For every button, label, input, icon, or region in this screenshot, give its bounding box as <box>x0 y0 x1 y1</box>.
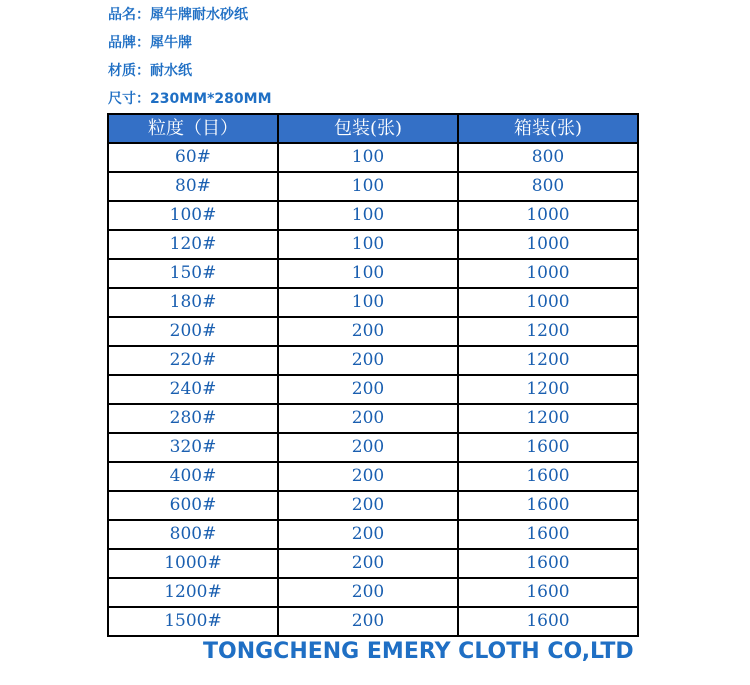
grit-cell: 80# <box>109 173 279 202</box>
box-cell: 1600 <box>459 521 639 550</box>
box-cell: 1200 <box>459 318 639 347</box>
pack-cell: 200 <box>279 376 459 405</box>
header-box: 箱装(张) <box>459 115 639 144</box>
box-cell: 1200 <box>459 376 639 405</box>
box-cell: 1600 <box>459 608 639 637</box>
table-row <box>109 231 639 260</box>
grit-cell: 280# <box>109 405 279 434</box>
pack-cell: 100 <box>279 260 459 289</box>
table-row <box>109 550 639 579</box>
table-row <box>109 579 639 608</box>
box-cell: 1600 <box>459 492 639 521</box>
pack-cell: 200 <box>279 434 459 463</box>
box-cell: 1600 <box>459 463 639 492</box>
grit-cell: 320# <box>109 434 279 463</box>
box-cell: 800 <box>459 173 639 202</box>
grit-cell: 150# <box>109 260 279 289</box>
product-name-line <box>108 6 248 24</box>
grit-cell: 120# <box>109 231 279 260</box>
pack-cell: 200 <box>279 347 459 376</box>
pack-cell: 200 <box>279 608 459 637</box>
grit-cell: 1000# <box>109 550 279 579</box>
material-value: 耐水纸 <box>150 63 192 79</box>
box-cell: 1000 <box>459 231 639 260</box>
table-row <box>109 289 639 318</box>
product-name-value: 犀牛牌耐水砂纸 <box>150 7 248 23</box>
box-cell: 1000 <box>459 202 639 231</box>
brand-value: 犀牛牌 <box>150 35 192 51</box>
company-name: TONGCHENG EMERY CLOTH CO,LTD <box>203 639 634 664</box>
table-row <box>109 173 639 202</box>
product-name-label: 品名： <box>108 7 150 23</box>
pack-cell: 200 <box>279 550 459 579</box>
pack-cell: 100 <box>279 202 459 231</box>
box-cell: 1200 <box>459 347 639 376</box>
grit-cell: 600# <box>109 492 279 521</box>
size-line <box>108 90 272 108</box>
pack-cell: 200 <box>279 318 459 347</box>
pack-cell: 100 <box>279 173 459 202</box>
grit-cell: 1200# <box>109 579 279 608</box>
pack-cell: 100 <box>279 231 459 260</box>
pack-cell: 200 <box>279 521 459 550</box>
table-header-row <box>109 115 639 144</box>
table-row <box>109 376 639 405</box>
table-row <box>109 492 639 521</box>
box-cell: 1600 <box>459 550 639 579</box>
header-grit: 粒度（目） <box>109 115 279 144</box>
spec-table <box>107 113 639 637</box>
grit-cell: 800# <box>109 521 279 550</box>
pack-cell: 200 <box>279 492 459 521</box>
grit-cell: 1500# <box>109 608 279 637</box>
table-row <box>109 608 639 637</box>
box-cell: 1600 <box>459 434 639 463</box>
material-line <box>108 62 192 80</box>
grit-cell: 180# <box>109 289 279 318</box>
material-label: 材质： <box>108 63 150 79</box>
box-cell: 1200 <box>459 405 639 434</box>
table-row <box>109 521 639 550</box>
box-cell: 1000 <box>459 260 639 289</box>
table-row <box>109 144 639 173</box>
pack-cell: 100 <box>279 144 459 173</box>
grit-cell: 100# <box>109 202 279 231</box>
pack-cell: 200 <box>279 579 459 608</box>
grit-cell: 240# <box>109 376 279 405</box>
brand-line <box>108 34 192 52</box>
grit-cell: 200# <box>109 318 279 347</box>
grit-cell: 400# <box>109 463 279 492</box>
pack-cell: 100 <box>279 289 459 318</box>
table-row <box>109 463 639 492</box>
box-cell: 800 <box>459 144 639 173</box>
size-value: 230MM*280MM <box>150 91 272 107</box>
pack-cell: 200 <box>279 405 459 434</box>
brand-label: 品牌： <box>108 35 150 51</box>
size-label: 尺寸： <box>108 91 150 107</box>
table-row <box>109 434 639 463</box>
header-pack: 包装(张) <box>279 115 459 144</box>
table-row <box>109 202 639 231</box>
table-row <box>109 405 639 434</box>
box-cell: 1000 <box>459 289 639 318</box>
box-cell: 1600 <box>459 579 639 608</box>
grit-cell: 60# <box>109 144 279 173</box>
table-row <box>109 347 639 376</box>
grit-cell: 220# <box>109 347 279 376</box>
table-row <box>109 260 639 289</box>
pack-cell: 200 <box>279 463 459 492</box>
table-row <box>109 318 639 347</box>
